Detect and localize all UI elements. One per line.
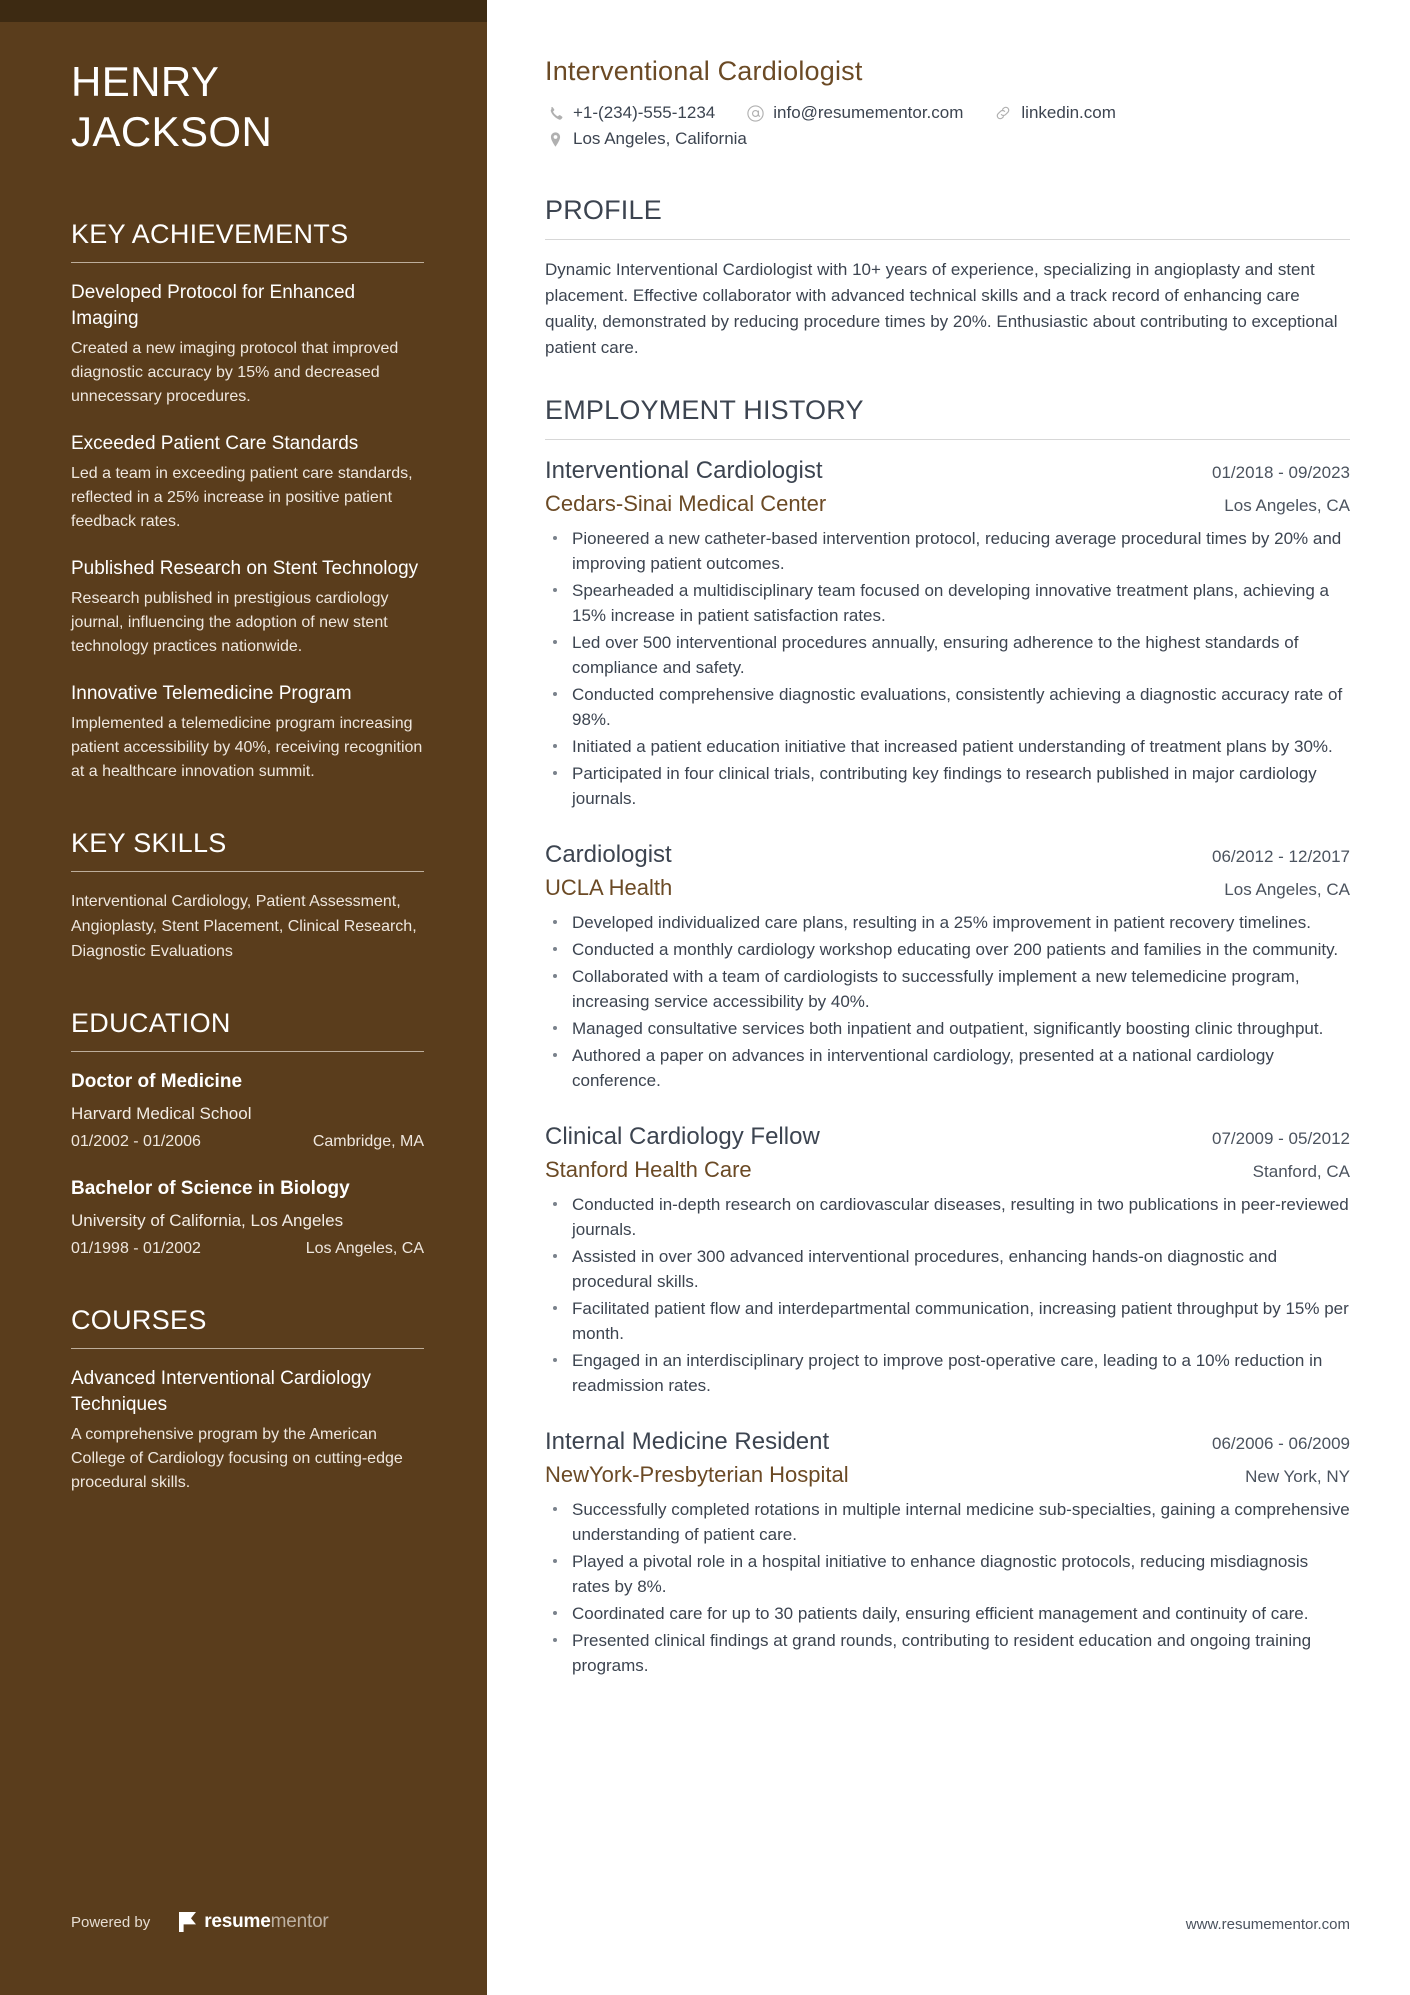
resumementor-logo (178, 1911, 328, 1933)
candidate-first-name: HENRY (71, 58, 220, 105)
job-company: Cedars-Sinai Medical Center (545, 491, 827, 516)
job-dates: 07/2009 - 05/2012 (1211, 1129, 1350, 1148)
job-bullets (545, 1497, 1350, 1678)
profile-text: Dynamic Interventional Cardiologist with 10+ years of experience, specializing in angioplasty and stent placement. Effective collaborator with advanced technical skills and a track record of enhancing care quality, demonstrated by reducing procedure times by 20%. Enthusiastic about contributing to exceptional patient care. (545, 260, 1338, 357)
contact-row-primary (545, 103, 1350, 123)
education-item (71, 1069, 424, 1154)
divider (71, 1348, 424, 1349)
phone-icon (545, 103, 565, 123)
job-location: Los Angeles, CA (1224, 880, 1350, 899)
achievement-title: Developed Protocol for Enhanced Imaging (71, 282, 356, 329)
powered-by-label: Powered by (71, 1913, 151, 1931)
at-sign-icon (745, 103, 765, 123)
job-bullet: Coordinated care for up to 30 patients daily, ensuring efficient management and continuity of care. (545, 1601, 1350, 1626)
job-company: Stanford Health Care (545, 1157, 752, 1182)
job-title: Clinical Cardiology Fellow (545, 1123, 820, 1150)
course-title: Advanced Interventional Cardiology Techniques (71, 1368, 371, 1415)
education-location: Cambridge, MA (312, 1133, 424, 1150)
divider (71, 262, 424, 263)
achievement-description: Created a new imaging protocol that improved diagnostic accuracy by 15% and decreased unnecessary procedures. (71, 340, 399, 405)
job-company-row (545, 491, 1350, 517)
job-entry (545, 1123, 1350, 1398)
job-company: NewYork-Presbyterian Hospital (545, 1462, 849, 1487)
achievement-item (71, 556, 424, 659)
job-title: Internal Medicine Resident (545, 1428, 830, 1455)
sidebar (0, 0, 487, 1995)
contact-block (545, 103, 1350, 155)
brand-light: mentor (270, 1911, 329, 1932)
section-key-achievements (71, 219, 424, 784)
achievement-description: Implemented a telemedicine program increasing patient accessibility by 40%, receiving recognition at a healthcare innovation summit. (71, 715, 423, 780)
job-bullet: Assisted in over 300 advanced interventional procedures, enhancing hands-on diagnostic and procedural skills. (545, 1244, 1350, 1294)
contact-phone-value: +1-(234)-555-1234 (573, 103, 716, 122)
achievement-title: Exceeded Patient Care Standards (71, 433, 359, 454)
main-content (487, 0, 1410, 1995)
divider (71, 1051, 424, 1052)
job-bullet: Initiated a patient education initiative that increased patient understanding of treatment plans by 30%. (545, 734, 1350, 759)
education-dates: 01/2002 - 01/2006 (71, 1133, 201, 1150)
job-bullet: Developed individualized care plans, resulting in a 25% improvement in patient recovery timelines. (545, 910, 1350, 935)
candidate-last-name: JACKSON (71, 108, 273, 155)
job-bullets (545, 526, 1350, 811)
job-entry (545, 457, 1350, 811)
job-bullet: Engaged in an interdisciplinary project to improve post-operative care, leading to a 10% reduction in readmission rates. (545, 1348, 1350, 1398)
education-item (71, 1176, 424, 1261)
candidate-name (71, 57, 424, 157)
link-chain-icon (993, 103, 1013, 123)
main-footer-url: www.resumementor.com (1185, 1916, 1350, 1933)
contact-email-value: info@resumementor.com (773, 103, 964, 122)
job-location: New York, NY (1245, 1467, 1350, 1486)
contact-phone[interactable] (545, 103, 715, 123)
education-location: Los Angeles, CA (305, 1240, 424, 1257)
contact-row-location (545, 129, 1350, 149)
job-bullet: Conducted comprehensive diagnostic evaluations, consistently achieving a diagnostic accuracy rate of 98%. (545, 682, 1350, 732)
job-title-row (545, 457, 1350, 485)
job-company-row (545, 1157, 1350, 1183)
achievement-item (71, 280, 424, 409)
achievement-title: Published Research on Stent Technology (71, 558, 419, 579)
brand-bold: resume (204, 1911, 271, 1932)
job-entry (545, 841, 1350, 1093)
resumementor-wordmark (204, 1911, 328, 1933)
job-company-row (545, 1462, 1350, 1488)
job-company: UCLA Health (545, 875, 673, 900)
job-bullet: Pioneered a new catheter-based intervention protocol, reducing average procedural times by 20% and improving patient outcomes. (545, 526, 1350, 576)
job-bullet: Successfully completed rotations in multiple internal medicine sub-specialties, gaining a comprehensive understanding of patient care. (545, 1497, 1350, 1547)
section-courses (71, 1305, 424, 1515)
job-bullets (545, 910, 1350, 1093)
job-bullet: Played a pivotal role in a hospital initiative to enhance diagnostic protocols, reducing misdiagnosis rates by 8%. (545, 1549, 1350, 1599)
education-school: University of California, Los Angeles (71, 1211, 344, 1230)
divider (545, 239, 1350, 240)
job-location: Los Angeles, CA (1224, 496, 1350, 515)
job-entry (545, 1428, 1350, 1678)
job-title-row (545, 1123, 1350, 1151)
achievement-item (71, 681, 424, 784)
job-bullet: Authored a paper on advances in interventional cardiology, presented at a national cardiology conference. (545, 1043, 1350, 1093)
job-bullet: Conducted in-depth research on cardiovascular diseases, resulting in two publications in peer-reviewed journals. (545, 1192, 1350, 1242)
contact-link-value: linkedin.com (1021, 103, 1116, 122)
sidebar-footer (71, 1911, 424, 1995)
achievement-description: Research published in prestigious cardiology journal, influencing the adoption of new stent technology practices nationwide. (71, 590, 389, 655)
job-dates: 06/2006 - 06/2009 (1211, 1434, 1350, 1453)
sidebar-top-strip (0, 0, 487, 22)
job-bullet: Conducted a monthly cardiology workshop educating over 200 patients and families in the community. (545, 937, 1350, 962)
resumementor-flag-icon (178, 1911, 197, 1933)
job-dates: 06/2012 - 12/2017 (1211, 847, 1350, 866)
divider (71, 871, 424, 872)
course-description: A comprehensive program by the American College of Cardiology focusing on cutting-edge procedural skills. (71, 1426, 403, 1491)
contact-link[interactable] (993, 103, 1116, 123)
job-bullet: Led over 500 interventional procedures annually, ensuring adherence to the highest standards of compliance and safety. (545, 630, 1350, 680)
education-dates: 01/1998 - 01/2002 (71, 1240, 201, 1257)
job-title: Cardiologist (545, 841, 672, 868)
job-bullet: Facilitated patient flow and interdepartmental communication, increasing patient throughput by 15% per month. (545, 1296, 1350, 1346)
achievement-description: Led a team in exceeding patient care standards, reflected in a 25% increase in positive patient feedback rates. (71, 465, 413, 530)
courses-heading: COURSES (71, 1305, 207, 1335)
job-title-row (545, 1428, 1350, 1456)
education-school: Harvard Medical School (71, 1104, 252, 1123)
course-item (71, 1366, 424, 1495)
job-title-row (545, 841, 1350, 869)
job-company-row (545, 875, 1350, 901)
job-bullet: Participated in four clinical trials, contributing key findings to research published in major cardiology journals. (545, 761, 1350, 811)
key-skills-list: Interventional Cardiology, Patient Assessment, Angioplasty, Stent Placement, Clinical Research, Diagnostic Evaluations (71, 893, 417, 960)
contact-location (545, 129, 747, 149)
contact-email[interactable] (745, 103, 963, 123)
map-pin-icon (545, 129, 565, 149)
section-key-skills (71, 828, 424, 964)
achievement-title: Innovative Telemedicine Program (71, 683, 352, 704)
section-employment-history (545, 395, 1350, 1680)
section-education (71, 1008, 424, 1261)
education-heading: EDUCATION (71, 1008, 231, 1038)
job-bullet: Spearheaded a multidisciplinary team focused on developing innovative treatment plans, achieving a 15% increase in patient satisfaction rates. (545, 578, 1350, 628)
achievement-item (71, 431, 424, 534)
headline-job-title: Interventional Cardiologist (545, 56, 863, 86)
job-bullets (545, 1192, 1350, 1398)
contact-location-value: Los Angeles, California (573, 129, 747, 148)
job-bullet: Managed consultative services both inpatient and outpatient, significantly boosting clinic throughput. (545, 1016, 1350, 1041)
job-location: Stanford, CA (1252, 1162, 1350, 1181)
profile-heading: PROFILE (545, 195, 662, 225)
education-degree: Bachelor of Science in Biology (71, 1178, 350, 1199)
education-meta (71, 1237, 424, 1261)
key-skills-heading: KEY SKILLS (71, 828, 227, 858)
divider (545, 439, 1350, 440)
job-dates: 01/2018 - 09/2023 (1211, 463, 1350, 482)
education-meta (71, 1130, 424, 1154)
job-bullet: Presented clinical findings at grand rounds, contributing to resident education and ongoing training programs. (545, 1628, 1350, 1678)
key-achievements-heading: KEY ACHIEVEMENTS (71, 219, 349, 249)
education-degree: Doctor of Medicine (71, 1071, 243, 1092)
section-profile (545, 195, 1350, 361)
job-title: Interventional Cardiologist (545, 457, 823, 484)
job-bullet: Collaborated with a team of cardiologists to successfully implement a new telemedicine program, increasing service accessibility by 40%. (545, 964, 1350, 1014)
employment-history-heading: EMPLOYMENT HISTORY (545, 395, 864, 425)
